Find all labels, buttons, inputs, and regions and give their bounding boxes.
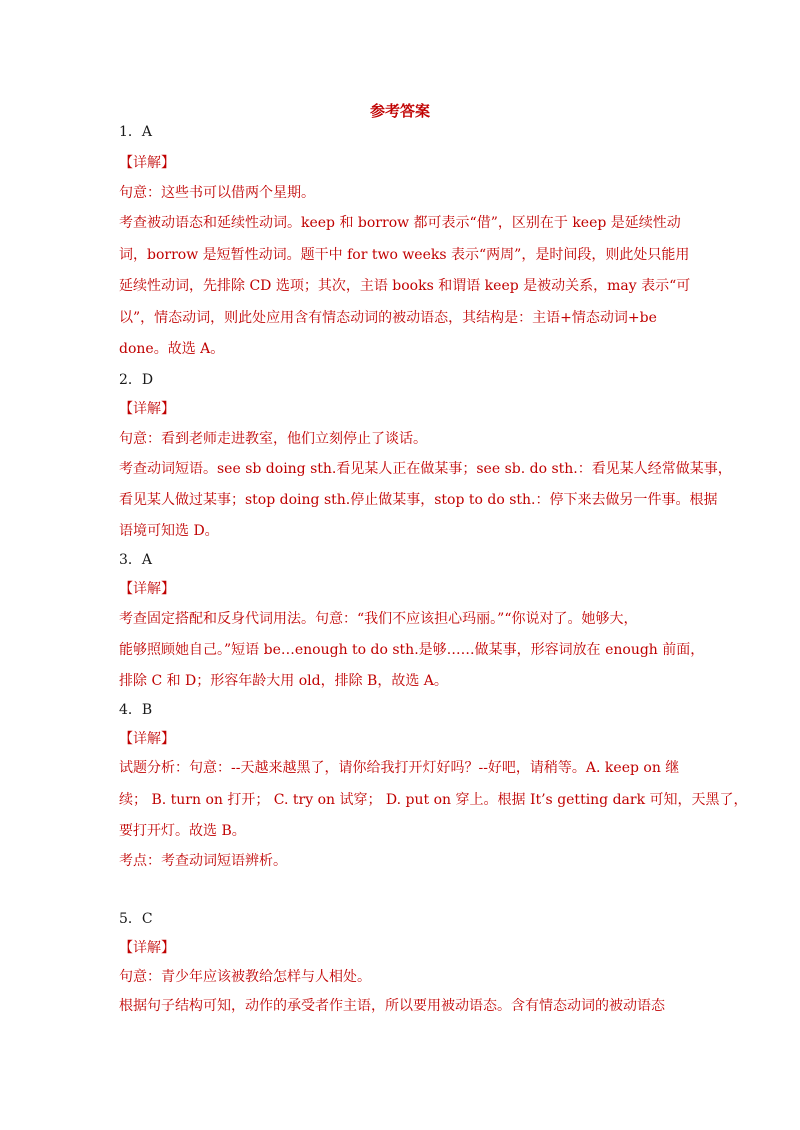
detail-header: 【详解】: [119, 581, 175, 597]
explanation-line: 考查固定搭配和反身代词用法。句意：“我们不应该担心玛丽。”“你说对了。她够大，: [119, 611, 638, 627]
answer-number-5: 5．C: [119, 911, 153, 927]
answer-number-1: 1．A: [119, 124, 153, 140]
detail-header: 【详解】: [119, 731, 175, 747]
explanation-line: 看见某人做过某事；stop doing sth.停止做某事，stop to do sth.：停下来去做另一件事。根据: [119, 492, 718, 508]
detail-header: 【详解】: [119, 155, 175, 171]
explanation-line: done。故选 A。: [119, 341, 225, 357]
explanation-line: 延续性动词，先排除 CD 选项；其次，主语 books 和谓语 keep 是被动关系，may 表示“可: [119, 278, 691, 294]
explanation-line: 以”，情态动词，则此处应用含有情态动词的被动语态，其结构是：主语+情态动词+be: [119, 310, 657, 326]
detail-header: 【详解】: [119, 940, 175, 956]
explanation-line: 排除 C 和 D；形容年龄大用 old，排除 B，故选 A。: [119, 673, 448, 689]
test-point: 考点：考查动词短语辨析。: [119, 853, 287, 869]
explanation-line: 要打开灯。故选 B。: [119, 823, 246, 839]
page-title: 参考答案: [369, 102, 430, 120]
sentence-meaning: 句意：看到老师走进教室，他们立刻停止了谈话。: [119, 431, 427, 447]
explanation-line: 语境可知选 D。: [119, 523, 219, 539]
explanation-line: 续； B. turn on 打开； C. try on 试穿； D. put on 穿上。根据 It’s getting dark 可知，天黑了，: [119, 792, 748, 808]
sentence-meaning: 句意：青少年应该被教给怎样与人相处。: [119, 969, 371, 985]
explanation-line: 词，borrow 是短暂性动词。题干中 for two weeks 表示“两周”，是时间段，则此处只能用: [119, 247, 690, 263]
detail-header: 【详解】: [119, 401, 175, 417]
answer-number-2: 2．D: [119, 372, 154, 388]
explanation-line: 试题分析：句意：--天越来越黑了，请你给我打开灯好吗？--好吧，请稍等。A. keep on 继: [119, 760, 680, 776]
explanation-line: 根据句子结构可知，动作的承受者作主语，所以要用被动语态。含有情态动词的被动语态: [119, 998, 665, 1014]
explanation-line: 考查被动语态和延续性动词。keep 和 borrow 都可表示“借”，区别在于 keep 是延续性动: [119, 215, 681, 231]
explanation-line: 能够照顾她自己。”短语 be…enough to do sth.是够……做某事，形容词放在 enough 前面，: [119, 642, 705, 658]
answer-number-4: 4．B: [119, 702, 153, 718]
answer-number-3: 3．A: [119, 552, 153, 568]
explanation-line: 考查动词短语。see sb doing sth.看见某人正在做某事；see sb. do sth.：看见某人经常做某事，: [119, 461, 732, 477]
sentence-meaning: 句意：这些书可以借两个星期。: [119, 185, 315, 201]
